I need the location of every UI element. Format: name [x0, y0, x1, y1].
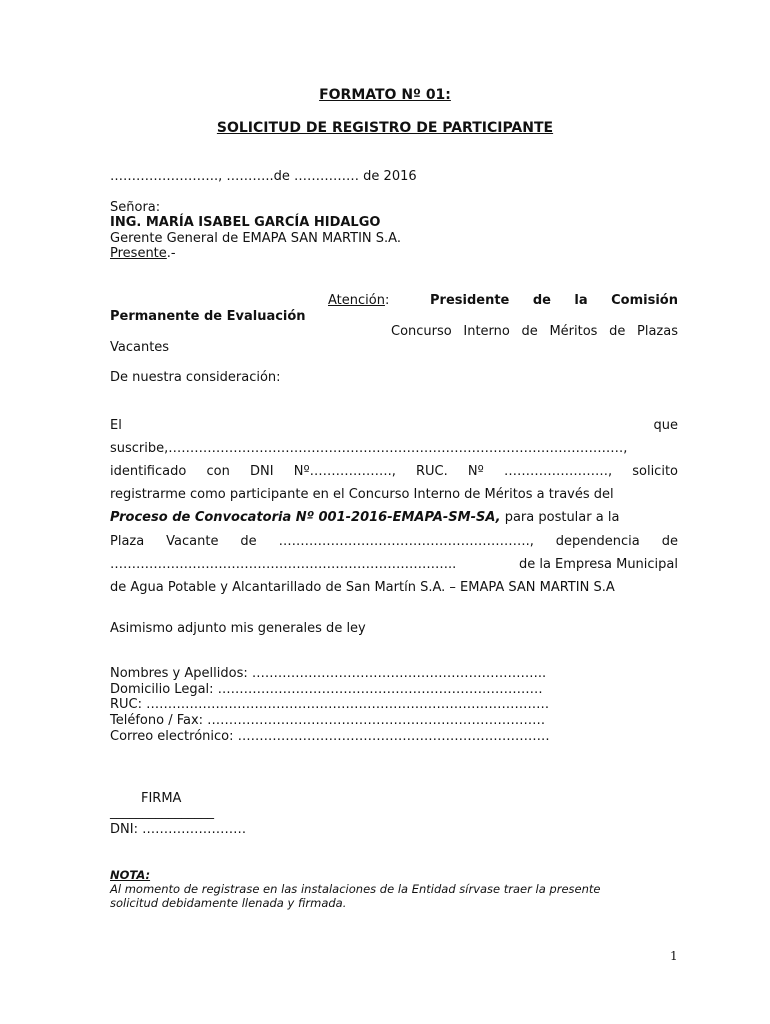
body-word: con [206, 464, 230, 479]
annex-line: Asimismo adjunto mis generales de ley [110, 621, 366, 636]
attention-label-line [328, 293, 389, 308]
attention-recipient [430, 293, 678, 308]
field-domicilio: Domicilio Legal: ………………………………………………………………… [110, 682, 543, 697]
signature-line: ________________ [110, 805, 214, 820]
attention-word: de [532, 293, 551, 308]
body-word: de [240, 534, 257, 549]
presente-word: Presente [110, 246, 167, 261]
field-telefono: Teléfono / Fax: …………………………………………………………………… [110, 713, 546, 728]
body-word: RUC. [416, 464, 448, 479]
recipient-name: ING. MARÍA ISABEL GARCÍA HIDALGO [110, 215, 381, 230]
concurso-word: de [521, 324, 538, 339]
body-line-5 [110, 510, 619, 525]
concurso-word: Concurso [391, 324, 452, 339]
body-word: Nº [467, 464, 484, 479]
signature-label: FIRMA [141, 791, 182, 806]
body-word: El [110, 418, 122, 433]
body-dots: …………………………………………………………………….. [110, 557, 457, 572]
process-reference: Proceso de Convocatoria Nº 001-2016-EMAPA-SM-SA, [110, 510, 501, 525]
document-title: SOLICITUD DE REGISTRO DE PARTICIPANTE [216, 120, 554, 136]
body-line-4: registrarme como participante en el Concurso Interno de Méritos a través del [110, 487, 614, 502]
recipient-position: Gerente General de EMAPA SAN MARTIN S.A. [110, 231, 401, 246]
body-word: Nº………………., [293, 464, 396, 479]
body-line-7 [110, 557, 678, 572]
body-word: DNI [249, 464, 274, 479]
field-nombres: Nombres y Apellidos: ………………………………………………………….. [110, 666, 547, 681]
body-word: …………………………………………………., [278, 534, 534, 549]
attention-word: la [574, 293, 588, 308]
concurso-word: Plazas [637, 324, 678, 339]
body-line-8: de Agua Potable y Alcantarillado de San Martín S.A. – EMAPA SAN MARTIN S.A [110, 580, 615, 595]
presente-line [110, 246, 176, 261]
salutation: Señora: [110, 200, 161, 215]
body-line-1 [110, 418, 678, 433]
concurso-line [391, 324, 678, 339]
field-correo: Correo electrónico: ……………………………………………………………… [110, 729, 550, 744]
concurso-word: Méritos [549, 324, 598, 339]
body-word: que [653, 418, 678, 433]
body-word: ……………………, [503, 464, 613, 479]
body-word: Plaza [110, 534, 145, 549]
body-word: dependencia [555, 534, 640, 549]
body-word: Vacante [166, 534, 219, 549]
page-number: 1 [670, 949, 678, 963]
note-line-1: Al momento de registrase en las instalaciones de la Entidad sírvase traer la presente [110, 882, 601, 896]
body-line-2: suscribe,……………………………………………………………………………………………, [110, 441, 628, 456]
attention-word: Presidente [430, 293, 510, 308]
body-line-5-rest: para postular a la [500, 510, 620, 525]
body-word: de la Empresa Municipal [518, 557, 678, 572]
attention-line2: Permanente de Evaluación [110, 309, 306, 324]
vacantes-line: Vacantes [110, 340, 170, 355]
note-title: NOTA: [110, 868, 151, 882]
format-number: FORMATO Nº 01: [319, 87, 451, 103]
body-line-3 [110, 464, 678, 479]
attention-label: Atención [328, 293, 385, 308]
field-ruc: RUC: ………………………………………………………………………………… [110, 697, 550, 712]
body-line-6 [110, 534, 678, 549]
body-word: identificado [110, 464, 187, 479]
attention-word: Comisión [611, 293, 678, 308]
note-line-2: solicitud debidamente llenada y firmada. [110, 896, 347, 910]
body-word: de [661, 534, 678, 549]
concurso-word: Interno [463, 324, 510, 339]
signature-dni: DNI: …………………… [110, 822, 247, 837]
greeting: De nuestra consideración: [110, 370, 281, 385]
presente-suffix: .- [166, 246, 176, 261]
date-line: ……………………., ………..de …………… de 2016 [110, 169, 417, 184]
body-word: solicito [632, 464, 678, 479]
attention-colon: : [384, 293, 390, 308]
concurso-word: de [609, 324, 626, 339]
